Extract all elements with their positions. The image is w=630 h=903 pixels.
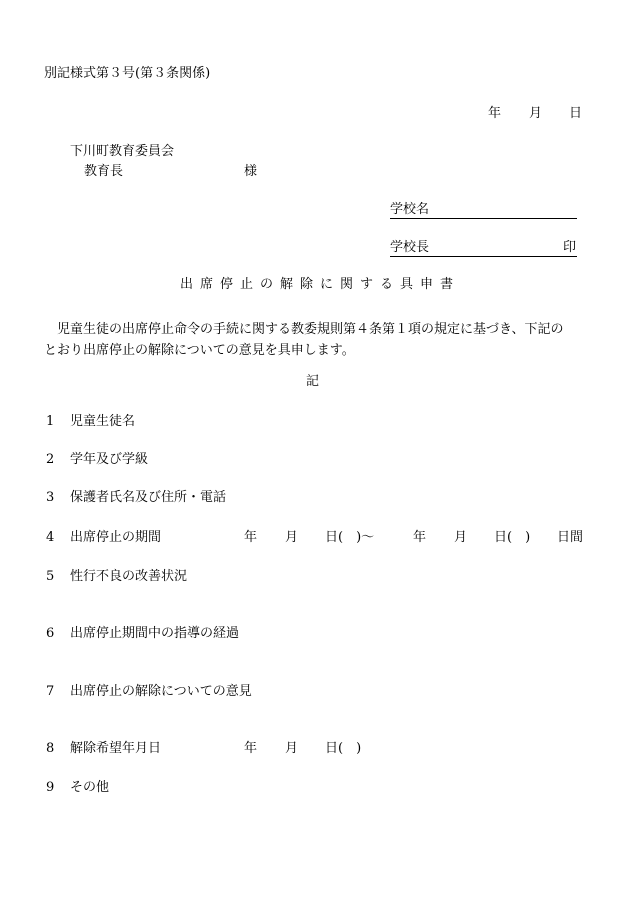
period-end-month: 月	[454, 530, 468, 545]
item-label: 出席停止期間中の指導の経過	[70, 626, 240, 641]
period-start-year: 年	[244, 530, 258, 545]
item-number: 8	[46, 741, 55, 756]
seal-mark: 印	[562, 240, 576, 255]
recipient-honorific: 様	[244, 164, 258, 179]
item-number: 1	[46, 414, 55, 429]
principal-field[interactable]	[390, 241, 577, 257]
release-month: 月	[285, 741, 299, 756]
intro-paragraph	[44, 319, 584, 361]
item-label: 解除希望年月日	[70, 741, 162, 756]
ki-heading: 記	[306, 374, 320, 389]
principal-label: 学校長	[390, 240, 430, 255]
item-label: 学年及び学級	[70, 452, 149, 467]
period-start-day: 日( )〜	[325, 530, 375, 545]
item-number: 5	[46, 569, 55, 584]
intro-line-2: とおり出席停止の解除についての意見を具申します。	[44, 343, 355, 358]
date-year: 年	[488, 106, 502, 121]
item-label: 出席停止の解除についての意見	[70, 684, 252, 699]
item-number: 6	[46, 626, 55, 641]
item-label: 出席停止の期間	[70, 530, 162, 545]
recipient-title: 教育長	[84, 164, 124, 179]
item-number: 3	[46, 490, 55, 505]
form-number: 別記様式第３号(第３条関係)	[44, 66, 211, 81]
period-end-day: 日( )	[494, 530, 531, 545]
period-end-year: 年	[413, 530, 427, 545]
release-year: 年	[244, 741, 258, 756]
release-day: 日( )	[325, 741, 362, 756]
item-number: 2	[46, 452, 55, 467]
period-start-month: 月	[285, 530, 299, 545]
date-month: 月	[529, 106, 543, 121]
item-number: 9	[46, 780, 55, 795]
document-title: 出席停止の解除に関する具申書	[180, 277, 461, 292]
item-label: その他	[70, 780, 110, 795]
item-number: 7	[46, 684, 55, 699]
recipient-org: 下川町教育委員会	[70, 144, 175, 159]
item-label: 児童生徒名	[70, 414, 136, 429]
date-day: 日	[569, 106, 583, 121]
item-label: 性行不良の改善状況	[70, 569, 188, 584]
school-name-field[interactable]	[390, 203, 577, 219]
intro-line-1: 児童生徒の出席停止命令の手続に関する教委規則第４条第１項の規定に基づき、下記の	[44, 322, 564, 337]
school-name-label: 学校名	[390, 202, 430, 217]
item-number: 4	[46, 530, 55, 545]
period-days: 日間	[557, 530, 584, 545]
item-label: 保護者氏名及び住所・電話	[70, 490, 227, 505]
